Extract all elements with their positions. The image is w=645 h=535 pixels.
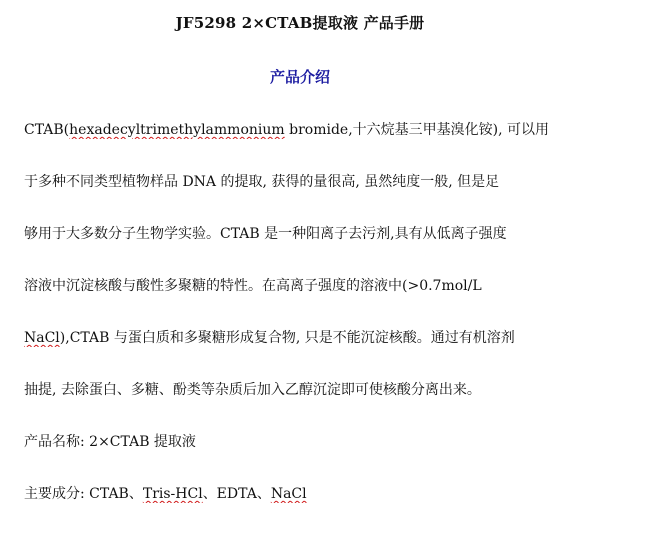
- intro-line-4: [24, 277, 634, 295]
- components-line: [24, 485, 634, 503]
- intro-line-4-text: 溶液中沉淀核酸与酸性多聚糖的特性。在高离子强度的溶液中(>0.7mol/L: [24, 278, 482, 294]
- intro-line-5-post: ),CTAB 与蛋白质和多聚糖形成复合物, 只是不能沉淀核酸。通过有机溶剂: [59, 330, 515, 346]
- components-nacl: NaCl: [270, 486, 307, 502]
- intro-line-5-misspelled-word: NaCl: [24, 330, 60, 346]
- components-prefix: 主要成分: CTAB、: [24, 486, 143, 502]
- intro-line-6: [24, 381, 634, 399]
- document-title: JF5298 2×CTAB提取液 产品手册: [175, 14, 425, 32]
- intro-line-3-text: 够用于大多数分子生物学实验。CTAB 是一种阳离子去污剂,具有从低离子强度: [24, 226, 507, 242]
- intro-line-1: [24, 121, 634, 139]
- components-tris-hcl: Tris-HCl: [142, 486, 203, 502]
- components-middle: 、EDTA、: [202, 486, 271, 502]
- intro-line-5: [24, 329, 634, 347]
- section-heading-product-intro: 产品介绍: [269, 68, 330, 86]
- intro-line-1-post: bromide,十六烷基三甲基溴化铵), 可以用: [284, 122, 550, 138]
- intro-line-3: [24, 225, 634, 243]
- product-name-line: 产品名称: 2×CTAB 提取液: [24, 434, 196, 450]
- intro-line-2-text: 于多种不同类型植物样品 DNA 的提取, 获得的量很高, 虽然纯度一般, 但是足: [24, 174, 500, 190]
- intro-line-6-text: 抽提, 去除蛋白、多糖、酚类等杂质后加入乙醇沉淀即可使核酸分离出来。: [24, 382, 481, 398]
- intro-line-1-pre: CTAB(: [24, 122, 70, 138]
- intro-line-1-misspelled-word: hexadecyltrimethylammonium: [69, 122, 285, 138]
- intro-line-2: [24, 173, 634, 191]
